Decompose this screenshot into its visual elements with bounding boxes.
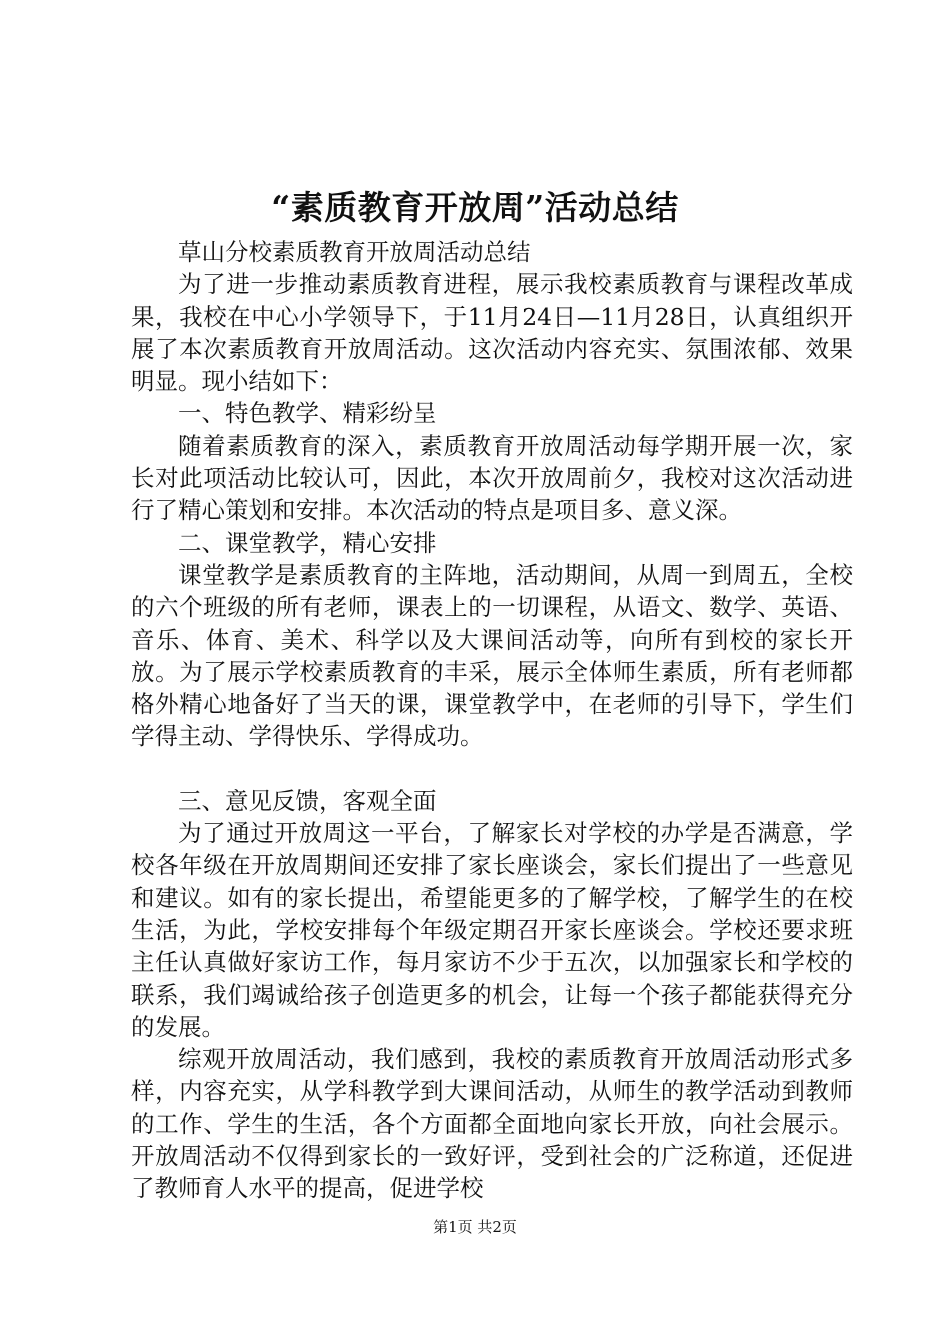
section-heading-3: 三、意见反馈，客观全面 (178, 786, 437, 815)
document-title: “素质教育开放周”活动总结 (271, 188, 679, 227)
section-heading-2: 二、课堂教学，精心安排 (178, 528, 437, 557)
section-paragraph-3: 为了通过开放周这一平台，了解家长对学校的办学是否满意，学校各年级在开放周期间还安排了家长座谈会，家长们提出了一些意见和建议。如有的家长提出，希望能更多的了解学校，了解学生的在校生活，为此，学校安排每个年级定期召开家长座谈会。学校还要求班主任认真做好家访工作，每月家访不少于五次，以加强家长和学校的联系，我们竭诚给孩子创造更多的机会，让每一个孩子都能获得充分的发展。 (131, 819, 853, 1041)
page-footer: 第1页 共2页 (433, 1218, 517, 1236)
document-body (131, 236, 853, 1205)
conclusion-paragraph: 综观开放周活动，我们感到，我校的素质教育开放周活动形式多样，内容充实，从学科教学到大课间活动，从师生的教学活动到教师的工作、学生的生活，各个方面都全面地向家长开放，向社会展示。开放周活动不仅得到家长的一致好评，受到社会的广泛称道，还促进了教师育人水平的提高，促进学校 (131, 1045, 853, 1203)
section-paragraph-1: 随着素质教育的深入，素质教育开放周活动每学期开展一次，家长对此项活动比较认可，因此，本次开放周前夕，我校对这次活动进行了精心策划和安排。本次活动的特点是项目多、意义深。 (131, 431, 853, 525)
subtitle-paragraph: 草山分校素质教育开放周活动总结 (178, 238, 531, 266)
intro-paragraph: 为了进一步推动素质教育进程，展示我校素质教育与课程改革成果，我校在中心小学领导下，于11月24日—11月28日，认真组织开展了本次素质教育开放周活动。这次活动内容充实、氛围浓郁、效果明显。现小结如下： (131, 270, 853, 396)
paragraph-spacer (131, 753, 853, 785)
section-heading-1: 一、特色教学、精彩纷呈 (178, 399, 437, 428)
section-paragraph-2: 课堂教学是素质教育的主阵地，活动期间，从周一到周五，全校的六个班级的所有老师，课表上的一切课程，从语文、数学、英语、音乐、体育、美术、科学以及大课间活动等，向所有到校的家长开放。为了展示学校素质教育的丰采，展示全体师生素质，所有老师都格外精心地备好了当天的课，课堂教学中，在老师的引导下，学生们学得主动、学得快乐、学得成功。 (131, 560, 853, 751)
